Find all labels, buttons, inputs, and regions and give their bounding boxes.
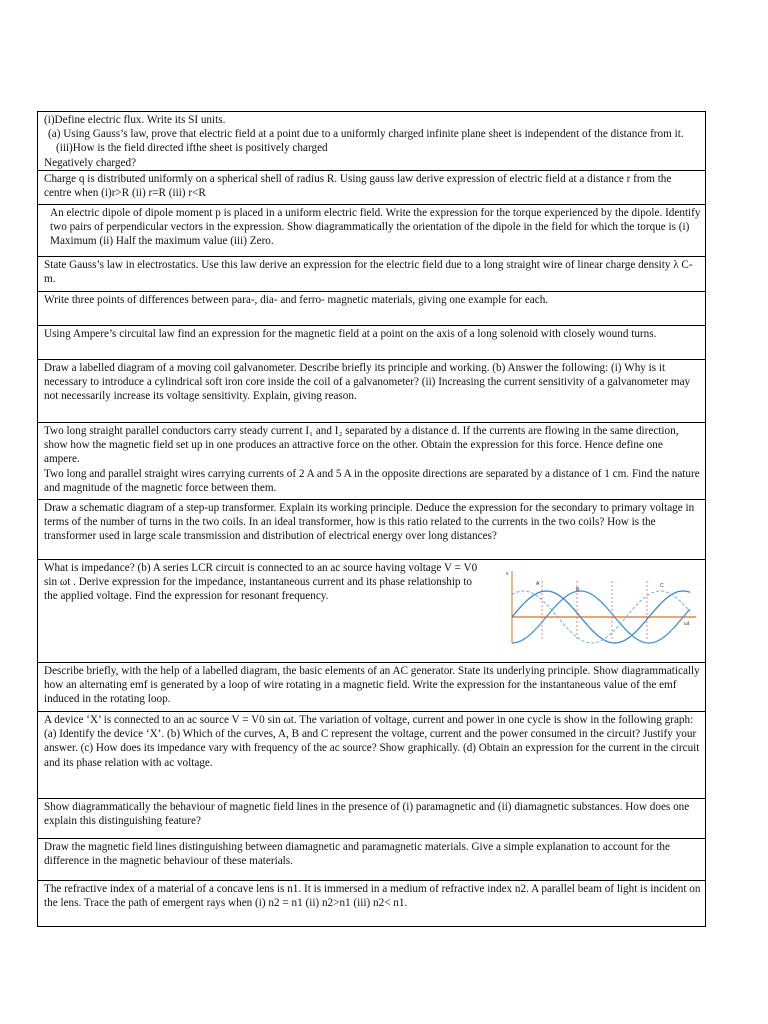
curve-label-a: A: [536, 581, 540, 587]
question-text: Using Ampere’s circuital law find an expression for the magnetic field at a point on the axis of a long solenoid with closely wound turns.: [44, 328, 657, 340]
question-row: [38, 663, 705, 712]
ac-graph: [502, 567, 702, 645]
question-line: (a) Using Gauss’s law, prove that electric field at a point due to a uniformly charged infinite plane sheet is independent of the distance from it. (iii)How is the field directed ifthe sheet is positively charged: [48, 128, 684, 155]
question-row: [38, 205, 705, 257]
curve-label-b: B: [576, 587, 580, 593]
question-text: Draw a labelled diagram of a moving coil galvanometer. Describe briefly its principle and working. (b) Answer the following: (i) Why is it necessary to introduce a cylindrical soft iron core inside the coil of a galvanometer? (ii) Increasing the current sensitivity of a galvanometer may not necessarily increase its voltage sensitivity. Explain, giving reason.: [44, 362, 691, 403]
question-line: (i)Define electric flux. Write its SI units.: [44, 114, 226, 126]
question-text: An electric dipole of dipole moment p is placed in a uniform electric field. Write the expression for the torque experienced by the dipole. Identify two pairs of perpendicular vectors in the expression. Show diagrammatically the orientation of the dipole in the field for which the torque is (i) Maximum (ii) Half the maximum value (iii) Zero.: [50, 207, 701, 248]
question-row: [38, 881, 705, 926]
question-row: [38, 326, 705, 360]
question-text: The refractive index of a material of a concave lens is n1. It is immersed in a medium of refractive index n2. A parallel beam of light is incident on the lens. Trace the path of emergent rays when (i) n2 = n1 (ii) n2>n1 (iii) n2< n1.: [44, 883, 701, 910]
ac-graph-figure: [484, 561, 701, 661]
question-row: [38, 560, 705, 663]
curve-label-c: C: [660, 583, 664, 589]
question-text-column: [44, 561, 484, 661]
question-text: Charge q is distributed uniformly on a spherical shell of radius R. Using gauss law derive expression of electric field at a distance r from the centre when (i)r>R (ii) r=R (iii) r<R: [44, 173, 672, 200]
question-row: [38, 171, 705, 205]
question-row: [38, 712, 705, 799]
question-text: What is impedance? (b) A series LCR circuit is connected to an ac source having voltage V = V0 sin ωt . Derive expression for the impedance, instantaneous current and its phase relationship to the applied voltage. Find the expression for resonant frequency.: [44, 562, 478, 603]
question-row: [38, 257, 705, 292]
question-row: [38, 799, 705, 839]
question-row: [38, 360, 705, 423]
question-line: Negatively charged?: [44, 156, 137, 169]
question-row: [38, 112, 705, 171]
question-text: Describe briefly, with the help of a labelled diagram, the basic elements of an AC generator. State its underlying principle. Show diagrammatically how an alternating emf is generated by a loop of wire rotating in a magnetic field. Write the expression for the instantaneous value of the emf induced in the rotating loop.: [44, 665, 700, 706]
y-axis-label: v: [506, 571, 509, 577]
question-text: A device ‘X’ is connected to an ac source V = V0 sin ωt. The variation of voltage, current and power in one cycle is show in the following graph: (a) Identify the device ‘X’. (b) Which of the curves, A, B and C represent the voltage, current and the power consumed in the circuit? Justify your answer. (c) How does its impedance vary with frequency of the ac source? Show graphically. (d) Obtain an expression for the current in the circuit and its phase relation with ac voltage.: [44, 714, 700, 769]
question-text: Draw a schematic diagram of a step-up transformer. Explain its working principle. Deduce the expression for the secondary to primary voltage in terms of the number of turns in the two coils. In an ideal transformer, how is this ratio related to the currents in the two coils? How is the transformer used in large scale transmission and distribution of electrical energy over long distances?: [44, 502, 695, 543]
question-row: [38, 839, 705, 881]
question-text: Write three points of differences between para-, dia- and ferro- magnetic materials, giving one example for each.: [44, 294, 549, 306]
question-line: Two long straight parallel conductors carry steady current I₁ and I₂ separated by a distance d. If the currents are flowing in the same direction, show how the magnetic field set up in one produces an attractive force on the other. Obtain the expression for this force. Hence define one ampere.: [44, 425, 679, 466]
question-row: [38, 423, 705, 500]
x-axis-label: ωt: [684, 621, 690, 627]
question-text: State Gauss’s law in electrostatics. Use this law derive an expression for the electric field due to a long straight wire of linear charge density λ C-m.: [44, 259, 693, 286]
question-text: Show diagrammatically the behaviour of magnetic field lines in the presence of (i) paramagnetic and (ii) diamagnetic substances. How does one explain this distinguishing feature?: [44, 801, 690, 828]
question-table: [37, 111, 706, 927]
question-text: Draw the magnetic field lines distinguishing between diamagnetic and paramagnetic materials. Give a simple explanation to account for the difference in the magnetic behaviour of these materials.: [44, 841, 670, 868]
question-row: [38, 292, 705, 326]
question-row: [38, 500, 705, 560]
question-line: Two long and parallel straight wires carrying currents of 2 A and 5 A in the opposite directions are separated by a distance of 1 cm. Find the nature and magnitude of the magnetic force between them.: [44, 467, 700, 494]
